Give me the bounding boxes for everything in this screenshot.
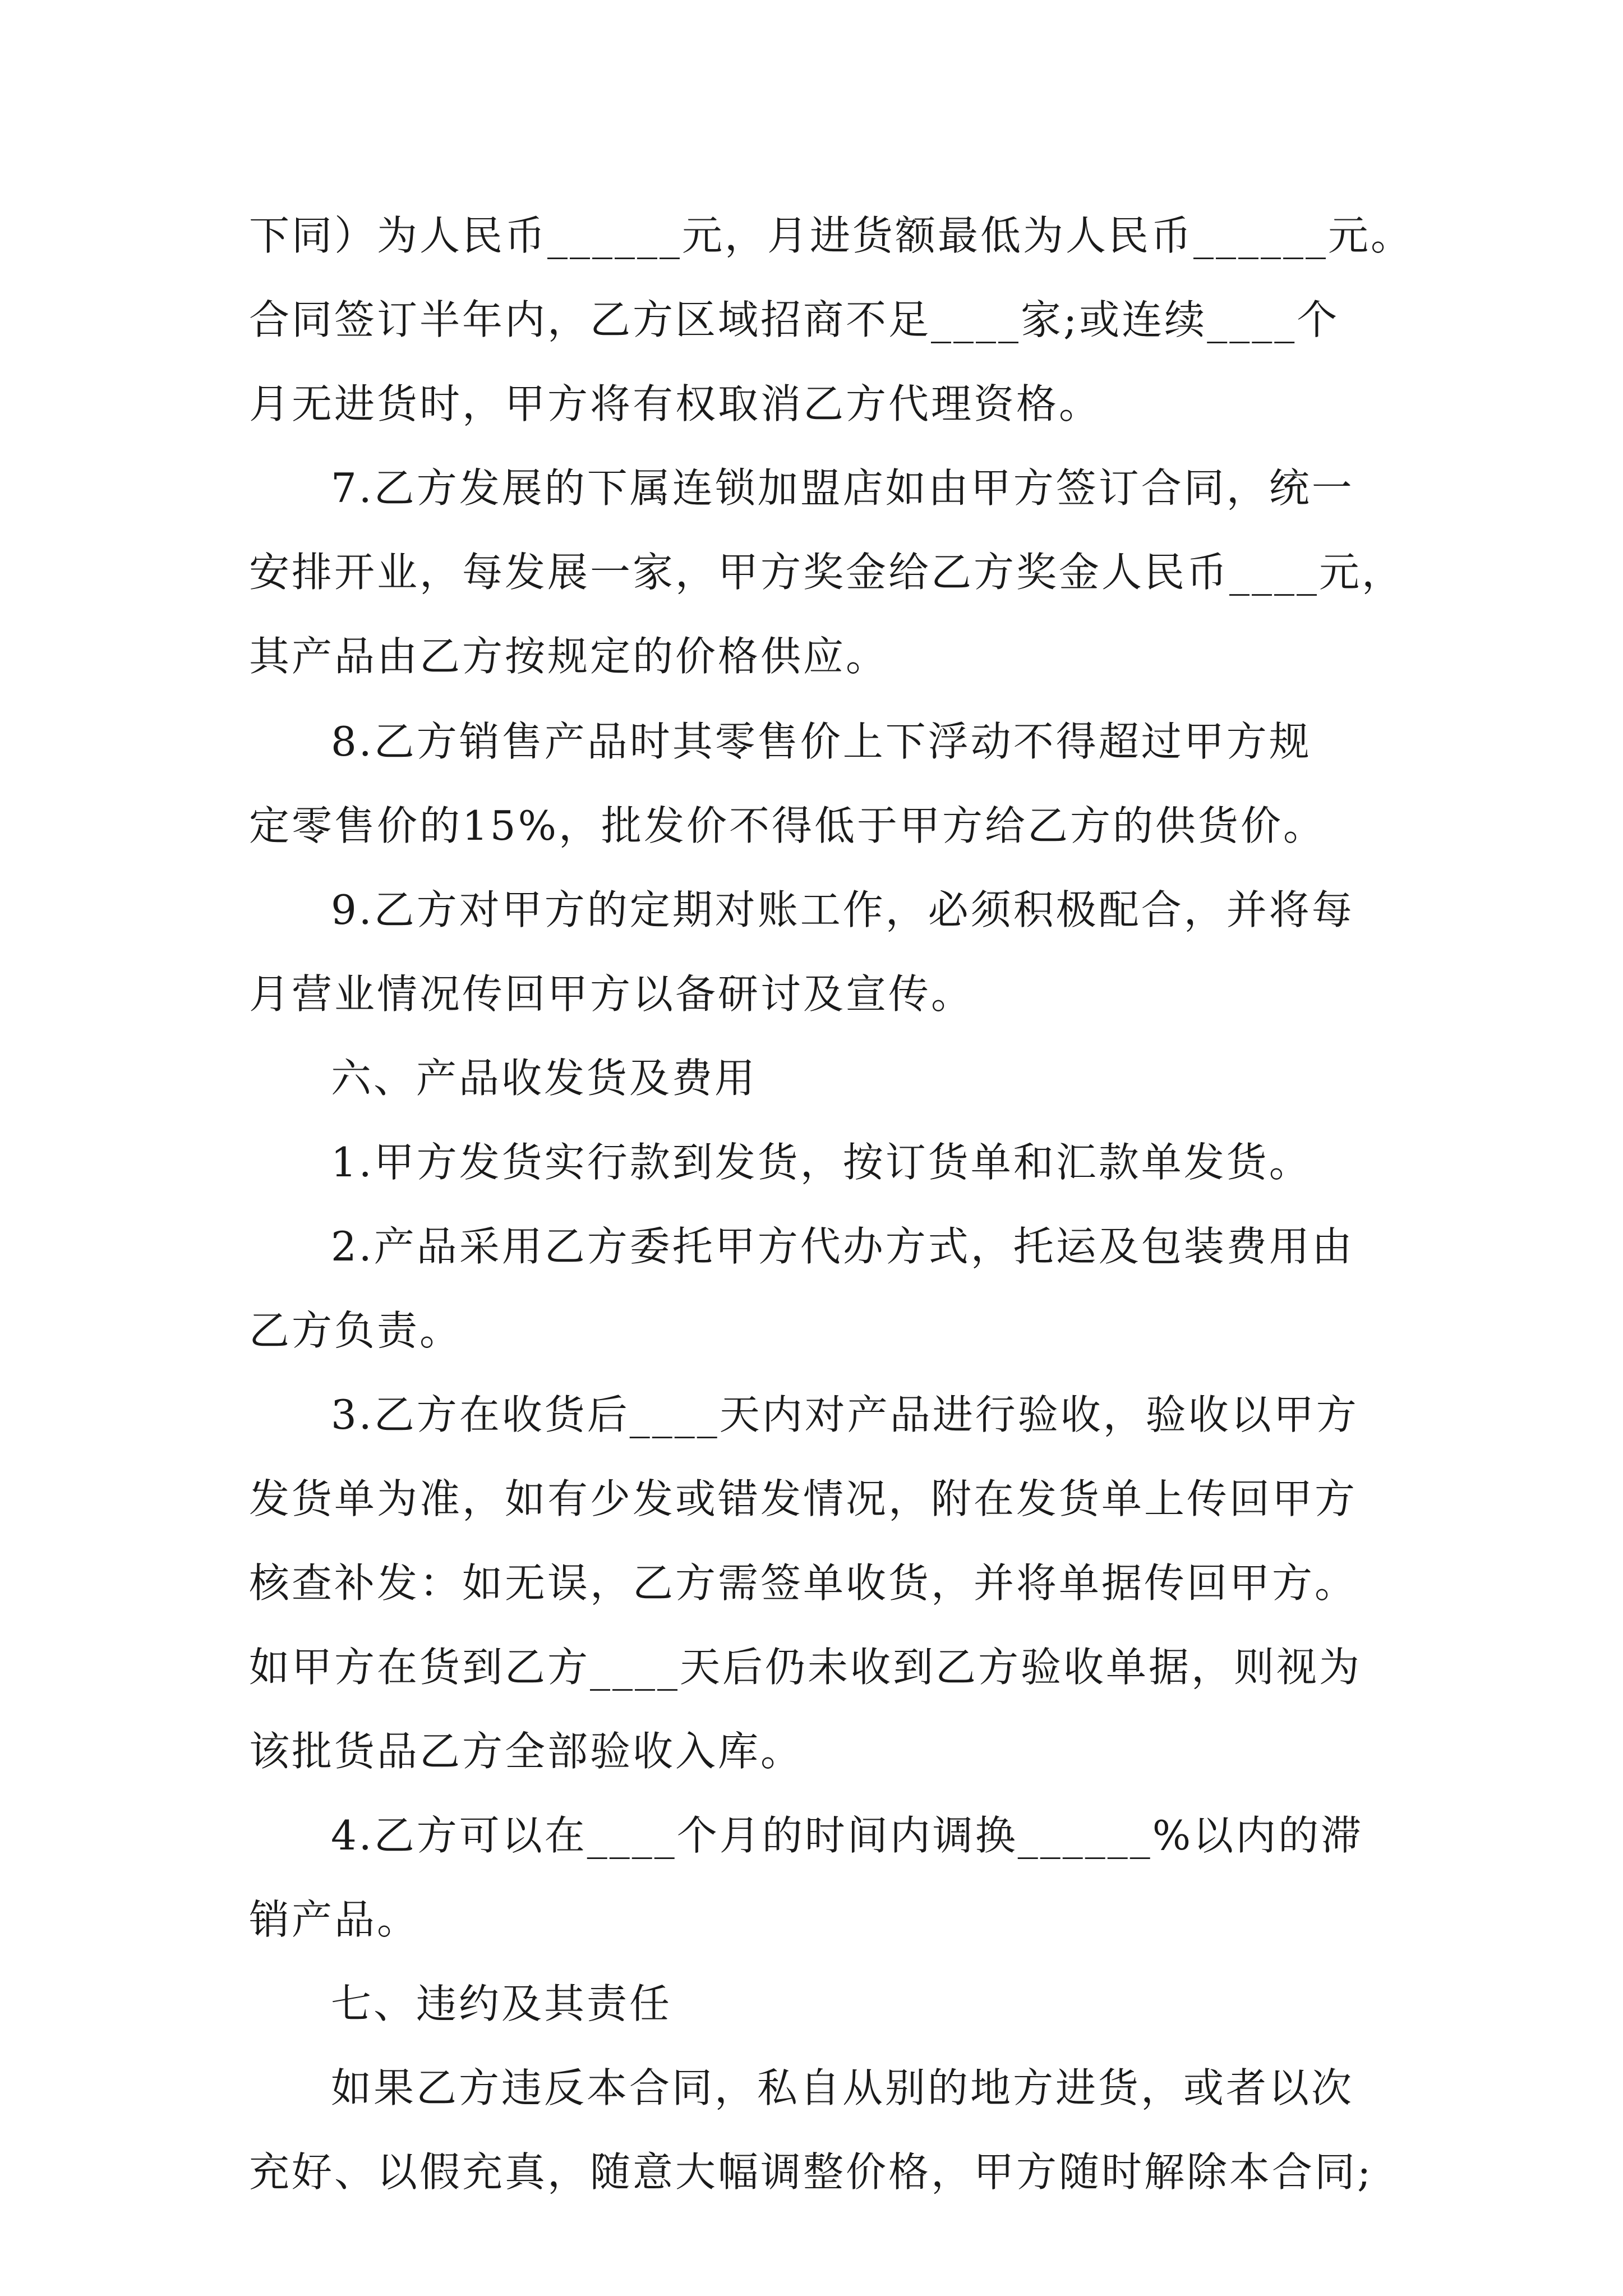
- clause-3-line: 3.乙方在收货后____天内对产品进行验收，验收以甲方: [331, 1391, 1359, 1438]
- paragraph-line: 如果乙方违反本合同，私自从别的地方进货，或者以次: [331, 2064, 1354, 2111]
- clause-4-line: 4.乙方可以在____个月的时间内调换______%以内的滞: [331, 1812, 1364, 1859]
- paragraph-line: 下同）为人民币______元，月进货额最低为人民币______元。: [249, 212, 1414, 259]
- paragraph-line: 如甲方在货到乙方____天后仍未收到乙方验收单据，则视为: [249, 1644, 1362, 1691]
- paragraph-line: 核查补发：如无误，乙方需签单收货，并将单据传回甲方。: [249, 1559, 1358, 1607]
- paragraph-line: 定零售价的15%，批发价不得低于甲方给乙方的供货价。: [249, 802, 1326, 849]
- clause-2-line: 2.产品采用乙方委托甲方代办方式，托运及包装费用由: [331, 1223, 1354, 1270]
- paragraph-line: 发货单为准，如有少发或错发情况，附在发货单上传回甲方: [249, 1475, 1358, 1522]
- paragraph-line: 月营业情况传回甲方以备研讨及宣传。: [249, 970, 974, 1018]
- section-heading-7: 七、违约及其责任: [331, 1980, 672, 2027]
- clause-7-line: 7.乙方发展的下属连锁加盟店如由甲方签订合同，统一: [331, 464, 1354, 512]
- paragraph-line: 销产品。: [249, 1896, 420, 1943]
- paragraph-line: 乙方负责。: [249, 1307, 463, 1354]
- paragraph-line: 其产品由乙方按规定的价格供应。: [249, 633, 889, 680]
- paragraph-line: 充好、以假充真，随意大幅调整价格，甲方随时解除本合同;: [249, 2148, 1373, 2196]
- paragraph-line: 月无进货时，甲方将有权取消乙方代理资格。: [249, 380, 1102, 427]
- paragraph-line: 合同签订半年内，乙方区域招商不足____家;或连续____个: [249, 296, 1340, 343]
- section-heading-6: 六、产品收发货及费用: [331, 1055, 758, 1102]
- clause-9-line: 9.乙方对甲方的定期对账工作，必须积极配合，并将每: [331, 886, 1354, 933]
- clause-8-line: 8.乙方销售产品时其零售价上下浮动不得超过甲方规: [331, 718, 1312, 765]
- paragraph-line: 该批货品乙方全部验收入库。: [249, 1728, 804, 1775]
- paragraph-line: 安排开业，每发展一家，甲方奖金给乙方奖金人民币____元，: [249, 549, 1405, 596]
- clause-1-line: 1.甲方发货实行款到发货，按订货单和汇款单发货。: [331, 1139, 1312, 1186]
